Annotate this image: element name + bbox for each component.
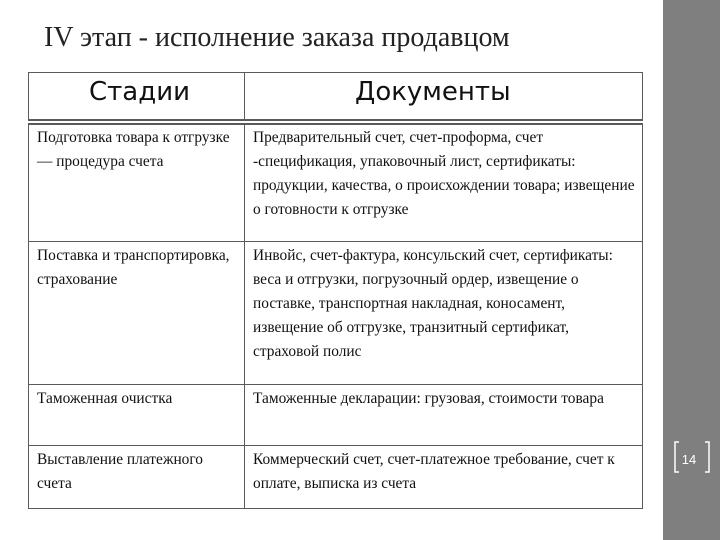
slide-title: IV этап - исполнение заказа продавцом — [44, 22, 510, 53]
stage-cell: Подготовка товара к отгрузке — процедура счета — [29, 122, 245, 242]
table-row — [29, 242, 643, 385]
table-header-row — [29, 73, 643, 123]
table-row — [29, 385, 643, 446]
header-stages: Стадии — [29, 73, 245, 123]
header-documents: Документы — [245, 73, 643, 123]
documents-cell: Инвойс, счет-фактура, консульский счет, сертификаты: веса и отгрузки, погрузочный ордер, извещение о поставке, транспортная накладная, коносамент, извещение об отгрузке, транзитный сертификат, страховой полис — [245, 242, 643, 385]
table-row — [29, 446, 643, 509]
stage-cell: Таможенная очистка — [29, 385, 245, 446]
stage-cell: Выставление платежного счета — [29, 446, 245, 509]
slide-number: 14 — [681, 452, 697, 467]
stages-documents-table — [28, 72, 643, 509]
table-row — [29, 122, 643, 242]
documents-cell: Коммерческий счет, счет-платежное требование, счет к оплате, выписка из счета — [245, 446, 643, 509]
stage-cell: Поставка и транспортировка, страхование — [29, 242, 245, 385]
documents-cell: Таможенные декларации: грузовая, стоимости товара — [245, 385, 643, 446]
documents-cell: Предварительный счет, счет-проформа, счет -спецификация, упаковочный лист, сертификаты: продукции, качества, о происхождении товара; извещение о готовности к отгрузке — [245, 122, 643, 242]
